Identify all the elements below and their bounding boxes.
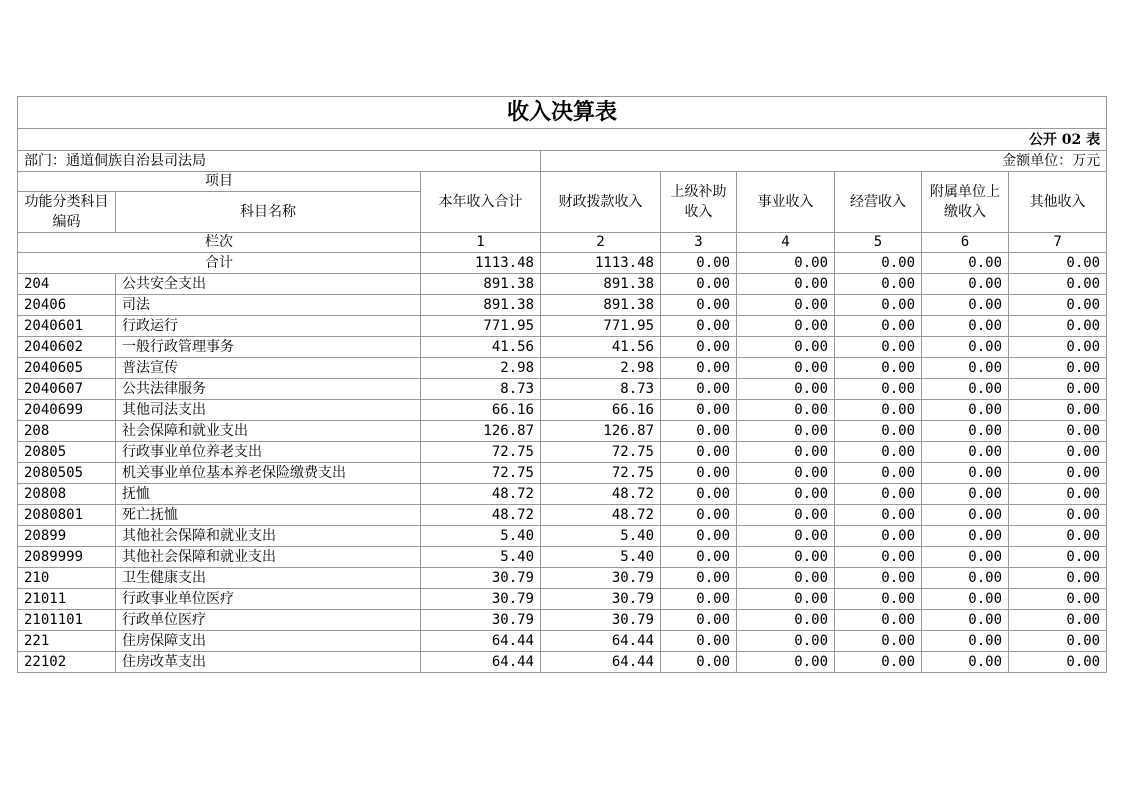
row-value: 30.79 [421,568,541,589]
row-value: 0.00 [661,463,737,484]
row-code: 21011 [18,589,116,610]
column-number: 6 [922,233,1009,253]
row-value: 0.00 [1009,484,1107,505]
income-statement-sheet [17,96,1106,673]
row-name: 行政运行 [116,316,421,337]
row-code: 20808 [18,484,116,505]
row-code: 221 [18,631,116,652]
row-value: 0.00 [922,337,1009,358]
table-row [18,421,1107,442]
row-value: 8.73 [541,379,661,400]
row-name: 机关事业单位基本养老保险缴费支出 [116,463,421,484]
row-name: 住房改革支出 [116,652,421,673]
row-value: 0.00 [1009,316,1107,337]
summary-value: 0.00 [661,253,737,274]
header-operating: 经营收入 [835,172,922,233]
row-value: 0.00 [1009,652,1107,673]
row-value: 0.00 [1009,463,1107,484]
row-value: 64.44 [541,631,661,652]
row-value: 0.00 [661,400,737,421]
row-value: 5.40 [421,526,541,547]
table-row [18,463,1107,484]
header-business: 事业收入 [737,172,835,233]
row-name: 公共安全支出 [116,274,421,295]
row-value: 0.00 [737,295,835,316]
row-value: 48.72 [541,505,661,526]
row-value: 0.00 [661,358,737,379]
table-row [18,610,1107,631]
row-value: 0.00 [922,547,1009,568]
row-value: 0.00 [922,442,1009,463]
column-number: 3 [661,233,737,253]
row-value: 0.00 [661,631,737,652]
row-value: 0.00 [737,589,835,610]
row-name: 一般行政管理事务 [116,337,421,358]
table-row [18,358,1107,379]
row-value: 891.38 [421,295,541,316]
row-value: 66.16 [421,400,541,421]
row-value: 0.00 [922,526,1009,547]
row-value: 41.56 [421,337,541,358]
table-row [18,526,1107,547]
row-value: 64.44 [421,652,541,673]
row-value: 72.75 [541,442,661,463]
row-code: 210 [18,568,116,589]
row-value: 0.00 [661,484,737,505]
table-row [18,589,1107,610]
row-value: 0.00 [737,568,835,589]
header-fiscal: 财政拨款收入 [541,172,661,233]
row-value: 0.00 [835,316,922,337]
row-value: 0.00 [835,463,922,484]
table-row [18,295,1107,316]
row-value: 0.00 [835,526,922,547]
row-value: 891.38 [421,274,541,295]
row-value: 0.00 [1009,379,1107,400]
row-name: 行政单位医疗 [116,610,421,631]
row-code: 204 [18,274,116,295]
row-value: 0.00 [835,484,922,505]
row-value: 0.00 [922,610,1009,631]
row-value: 126.87 [541,421,661,442]
row-name: 司法 [116,295,421,316]
row-value: 0.00 [661,379,737,400]
row-value: 0.00 [922,274,1009,295]
summary-value: 1113.48 [421,253,541,274]
row-value: 0.00 [661,421,737,442]
row-code: 20406 [18,295,116,316]
row-value: 0.00 [835,610,922,631]
row-value: 72.75 [541,463,661,484]
row-value: 0.00 [1009,526,1107,547]
summary-value: 0.00 [835,253,922,274]
row-value: 0.00 [737,631,835,652]
row-value: 891.38 [541,295,661,316]
table-row [18,505,1107,526]
row-value: 0.00 [661,337,737,358]
row-code: 208 [18,421,116,442]
row-name: 死亡抚恤 [116,505,421,526]
row-value: 5.40 [421,547,541,568]
row-value: 0.00 [661,316,737,337]
row-value: 30.79 [541,589,661,610]
row-value: 0.00 [737,274,835,295]
row-value: 0.00 [922,316,1009,337]
row-value: 0.00 [661,589,737,610]
row-value: 48.72 [421,484,541,505]
row-value: 0.00 [1009,547,1107,568]
table-row [18,274,1107,295]
row-value: 30.79 [541,568,661,589]
row-code: 2040601 [18,316,116,337]
row-value: 0.00 [835,358,922,379]
header-item: 项目 [18,172,421,192]
table-row [18,484,1107,505]
row-value: 0.00 [737,379,835,400]
row-value: 0.00 [1009,505,1107,526]
row-value: 0.00 [1009,568,1107,589]
row-code: 2080801 [18,505,116,526]
row-code: 2101101 [18,610,116,631]
header-superior: 上级补助收入 [661,172,737,233]
row-value: 0.00 [1009,421,1107,442]
header-total: 本年收入合计 [421,172,541,233]
summary-value: 0.00 [737,253,835,274]
row-value: 0.00 [1009,295,1107,316]
row-value: 0.00 [922,652,1009,673]
row-code: 2040605 [18,358,116,379]
row-code: 20899 [18,526,116,547]
row-value: 0.00 [835,589,922,610]
row-value: 0.00 [835,652,922,673]
row-value: 0.00 [1009,337,1107,358]
row-value: 66.16 [541,400,661,421]
column-number: 5 [835,233,922,253]
column-number: 4 [737,233,835,253]
row-value: 2.98 [541,358,661,379]
row-name: 普法宣传 [116,358,421,379]
table-row [18,316,1107,337]
row-value: 126.87 [421,421,541,442]
row-value: 0.00 [1009,631,1107,652]
row-value: 0.00 [737,652,835,673]
row-name: 其他社会保障和就业支出 [116,526,421,547]
row-name: 公共法律服务 [116,379,421,400]
row-value: 0.00 [835,421,922,442]
row-value: 0.00 [737,316,835,337]
row-value: 8.73 [421,379,541,400]
row-value: 0.00 [661,295,737,316]
column-number: 7 [1009,233,1107,253]
row-code: 20805 [18,442,116,463]
row-value: 0.00 [737,463,835,484]
row-value: 0.00 [922,295,1009,316]
row-value: 0.00 [835,568,922,589]
row-value: 0.00 [835,295,922,316]
row-value: 0.00 [737,442,835,463]
row-value: 0.00 [737,526,835,547]
row-value: 771.95 [541,316,661,337]
row-value: 0.00 [661,610,737,631]
row-value: 0.00 [835,379,922,400]
row-value: 0.00 [737,547,835,568]
table-row [18,337,1107,358]
row-value: 5.40 [541,547,661,568]
row-name: 住房保障支出 [116,631,421,652]
row-value: 64.44 [541,652,661,673]
column-number: 2 [541,233,661,253]
row-value: 0.00 [922,421,1009,442]
row-value: 0.00 [1009,610,1107,631]
row-value: 30.79 [541,610,661,631]
summary-value: 0.00 [1009,253,1107,274]
row-value: 891.38 [541,274,661,295]
row-name: 社会保障和就业支出 [116,421,421,442]
row-value: 48.72 [541,484,661,505]
row-value: 0.00 [737,610,835,631]
row-value: 0.00 [737,484,835,505]
summary-row [18,253,1107,274]
row-value: 30.79 [421,589,541,610]
row-value: 0.00 [922,568,1009,589]
row-name: 其他社会保障和就业支出 [116,547,421,568]
row-name: 行政事业单位医疗 [116,589,421,610]
table-row [18,442,1107,463]
row-value: 0.00 [835,547,922,568]
row-value: 30.79 [421,610,541,631]
row-value: 0.00 [922,589,1009,610]
row-value: 0.00 [922,358,1009,379]
row-value: 0.00 [922,631,1009,652]
table-row [18,568,1107,589]
row-value: 5.40 [541,526,661,547]
row-value: 0.00 [922,505,1009,526]
header-affiliated: 附属单位上缴收入 [922,172,1009,233]
row-value: 72.75 [421,463,541,484]
row-value: 0.00 [661,505,737,526]
row-code: 22102 [18,652,116,673]
row-code: 2089999 [18,547,116,568]
row-value: 64.44 [421,631,541,652]
row-value: 0.00 [835,274,922,295]
unit-label: 金额单位：万元 [541,151,1107,172]
header-other: 其他收入 [1009,172,1107,233]
row-value: 0.00 [661,547,737,568]
row-value: 0.00 [737,505,835,526]
row-value: 0.00 [737,421,835,442]
header-column-index: 栏次 [18,233,421,253]
summary-label: 合计 [18,253,421,274]
row-name: 抚恤 [116,484,421,505]
row-value: 0.00 [835,442,922,463]
row-value: 0.00 [661,652,737,673]
row-value: 0.00 [835,337,922,358]
row-value: 0.00 [661,442,737,463]
row-value: 0.00 [922,484,1009,505]
form-number: 公开 02 表 [18,129,1107,151]
row-value: 0.00 [1009,400,1107,421]
income-table [17,96,1107,673]
table-row [18,400,1107,421]
row-value: 2.98 [421,358,541,379]
row-value: 0.00 [1009,442,1107,463]
table-row [18,547,1107,568]
summary-value: 0.00 [922,253,1009,274]
row-value: 0.00 [661,568,737,589]
row-name: 卫生健康支出 [116,568,421,589]
summary-value: 1113.48 [541,253,661,274]
table-row [18,379,1107,400]
row-value: 0.00 [661,526,737,547]
table-row [18,652,1107,673]
column-number: 1 [421,233,541,253]
row-name: 其他司法支出 [116,400,421,421]
row-value: 0.00 [835,505,922,526]
department-label: 部门：通道侗族自治县司法局 [18,151,541,172]
row-code: 2040602 [18,337,116,358]
row-value: 0.00 [737,337,835,358]
row-name: 行政事业单位养老支出 [116,442,421,463]
row-value: 0.00 [922,400,1009,421]
row-value: 771.95 [421,316,541,337]
table-row [18,631,1107,652]
row-value: 0.00 [737,400,835,421]
row-value: 0.00 [1009,589,1107,610]
header-name: 科目名称 [116,192,421,233]
row-value: 0.00 [1009,274,1107,295]
row-code: 2040699 [18,400,116,421]
row-code: 2080505 [18,463,116,484]
row-value: 41.56 [541,337,661,358]
row-value: 0.00 [922,379,1009,400]
row-value: 0.00 [835,400,922,421]
row-value: 0.00 [661,274,737,295]
row-code: 2040607 [18,379,116,400]
row-value: 0.00 [1009,358,1107,379]
header-code: 功能分类科目编码 [18,192,116,233]
row-value: 0.00 [922,463,1009,484]
row-value: 0.00 [737,358,835,379]
row-value: 48.72 [421,505,541,526]
row-value: 72.75 [421,442,541,463]
table-title: 收入决算表 [18,97,1107,129]
row-value: 0.00 [835,631,922,652]
